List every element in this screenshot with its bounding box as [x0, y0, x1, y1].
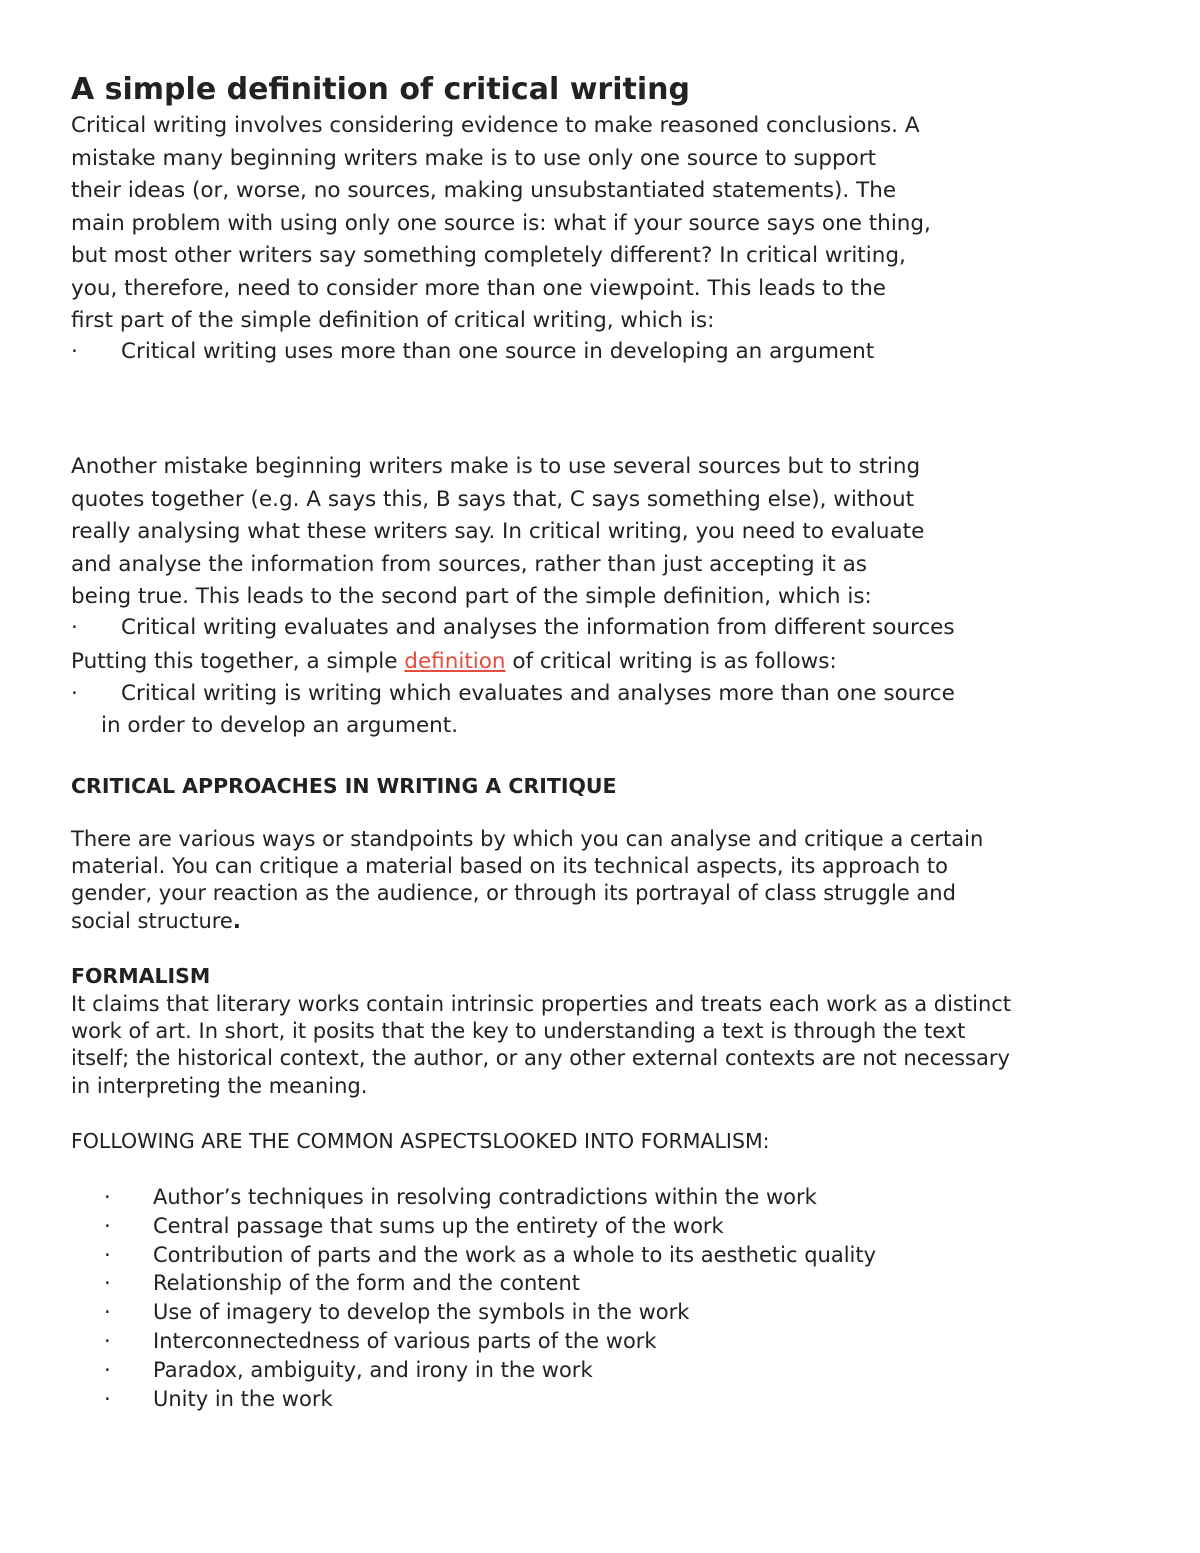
list-item-text: Unity in the work	[153, 1386, 333, 1411]
paragraph-line: being true. This leads to the second part of the simple definition, which is:	[71, 584, 872, 609]
list-item-text: Interconnectedness of various parts of the work	[153, 1328, 657, 1353]
paragraph-line: in interpreting the meaning.	[71, 1073, 368, 1098]
bullet-text: Critical writing uses more than one source in developing an argument	[121, 339, 875, 364]
paragraph-line-text: social structure	[71, 908, 233, 933]
paragraph-line: but most other writers say something completely different? In critical writing,	[71, 243, 906, 268]
bullet-text-continuation: in order to develop an argument.	[101, 713, 459, 738]
bullet-icon: ·	[104, 1357, 111, 1382]
page-title: A simple definition of critical writing	[71, 72, 690, 107]
paragraph-line: gender, your reaction as the audience, or through its portrayal of class struggle and	[71, 881, 956, 906]
bullet-icon: ·	[71, 681, 78, 706]
bullet-text: Critical writing is writing which evaluates and analyses more than one source	[121, 681, 955, 706]
paragraph-line: Critical writing involves considering evidence to make reasoned conclusions. A	[71, 113, 920, 138]
list-item-text: Central passage that sums up the entirety of the work	[153, 1213, 724, 1238]
summary-paragraph	[71, 646, 837, 679]
paragraph-line: main problem with using only one source is: what if your source says one thing,	[71, 210, 931, 236]
list-item-text: Use of imagery to develop the symbols in the work	[153, 1300, 690, 1325]
formalism-paragraph	[71, 991, 1011, 1100]
bullet-icon: ·	[104, 1213, 111, 1238]
paragraph-line: Another mistake beginning writers make is to use several sources but to string	[71, 454, 921, 479]
second-paragraph	[71, 451, 924, 614]
paragraph-line: itself; the historical context, the author, or any other external contexts are not necessary	[71, 1046, 1010, 1071]
paragraph-period: .	[232, 908, 241, 933]
bullet-icon: ·	[104, 1185, 111, 1209]
bullet-icon: ·	[71, 615, 78, 640]
formalism-heading: FORMALISM	[71, 964, 211, 988]
summary-text-before: Putting this together, a simple	[71, 649, 405, 674]
intro-paragraph	[71, 110, 931, 338]
bullet-icon: ·	[71, 339, 78, 364]
bullet-icon: ·	[104, 1328, 111, 1353]
bullet-icon: ·	[104, 1300, 111, 1325]
list-item-text: Author’s techniques in resolving contradictions within the work	[153, 1185, 817, 1209]
paragraph-line	[71, 908, 983, 935]
list-item-text: Relationship of the form and the content	[153, 1271, 581, 1296]
paragraph-line: There are various ways or standpoints by which you can analyse and critique a certain	[71, 827, 984, 851]
aspects-heading: FOLLOWING ARE THE COMMON ASPECTSLOOKED INTO FORMALISM:	[71, 1129, 770, 1153]
paragraph-line: really analysing what these writers say. In critical writing, you need to evaluate	[71, 519, 925, 544]
bullet-text: Critical writing evaluates and analyses the information from different sources	[121, 615, 955, 640]
approaches-paragraph	[71, 826, 983, 935]
bullet-icon: ·	[104, 1242, 111, 1267]
paragraph-line	[71, 646, 837, 679]
paragraph-line: you, therefore, need to consider more than one viewpoint. This leads to the	[71, 275, 886, 301]
paragraph-line: and analyse the information from sources, rather than just accepting it as	[71, 551, 867, 577]
paragraph-line: material. You can critique a material based on its technical aspects, its approach to	[71, 854, 948, 879]
paragraph-line: It claims that literary works contain intrinsic properties and treats each work as a distinct	[71, 992, 1012, 1016]
paragraph-line: work of art. In short, it posits that the key to understanding a text is through the text	[71, 1019, 966, 1044]
paragraph-line: quotes together (e.g. A says this, B says that, C says something else), without	[71, 486, 915, 512]
critical-approaches-heading: CRITICAL APPROACHES IN WRITING A CRITIQUE	[71, 774, 617, 798]
bullet-icon: ·	[104, 1386, 111, 1411]
definition-link[interactable]: definition	[404, 649, 506, 674]
list-item-text: Paradox, ambiguity, and irony in the work	[153, 1357, 593, 1382]
paragraph-line: first part of the simple definition of critical writing, which is:	[71, 308, 715, 333]
summary-text-after: of critical writing is as follows:	[505, 649, 837, 674]
paragraph-line: mistake many beginning writers make is to use only one source to support	[71, 145, 877, 171]
bullet-icon: ·	[104, 1271, 111, 1296]
paragraph-line: their ideas (or, worse, no sources, making unsubstantiated statements). The	[71, 178, 897, 203]
list-item-text: Contribution of parts and the work as a whole to its aesthetic quality	[153, 1242, 877, 1267]
